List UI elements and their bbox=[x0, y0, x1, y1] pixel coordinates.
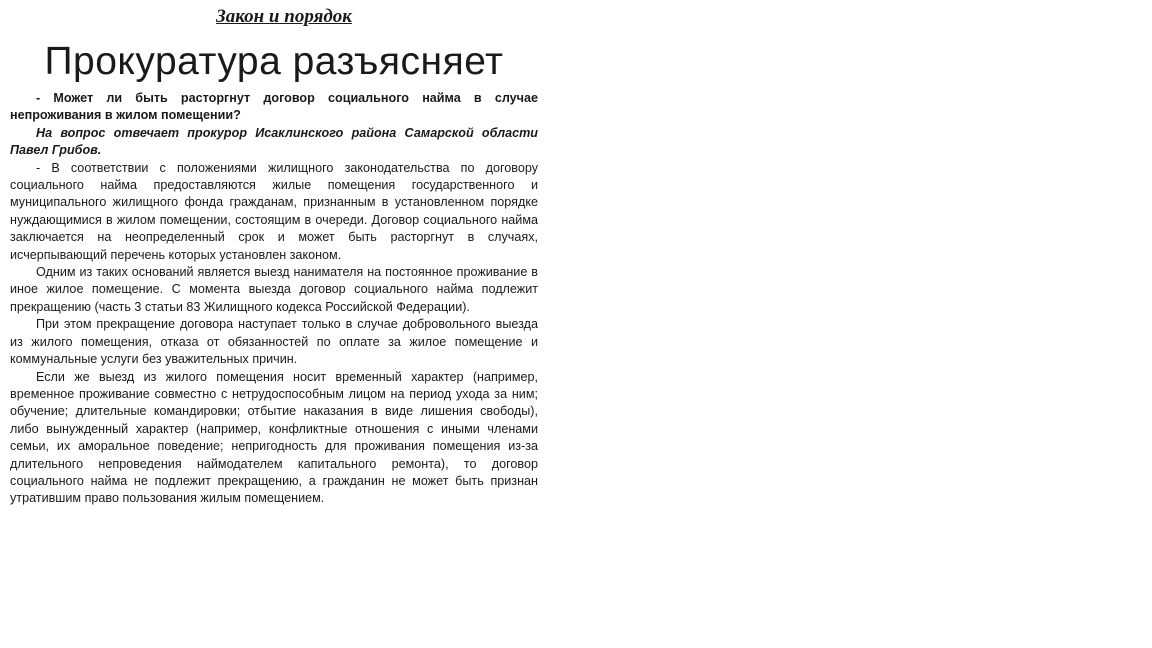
body-paragraph: Одним из таких оснований является выезд нанимателя на постоянное проживание в иное жилое помещение. С момента выезда договор социального найма подлежит прекращению (часть 3 статьи 83 Жилищного кодекса Российской Федерации). bbox=[10, 265, 538, 314]
section-rubric: Закон и порядок bbox=[216, 6, 352, 27]
body-paragraph: Если же выезд из жилого помещения носит временный характер (например, временное проживание совместно с нетрудоспособным лицом на период ухода за ним; обучение; длительные командировки; отбытие наказания в виде лишения свободы), либо вынужденный характер (например, конфликтные отношения с иными членами семьи, их аморальное поведение; непригодность для проживания помещения из-за длительного непроведения наймодателем капитального ремонта), то договор социального найма не подлежит прекращению, а гражданин не может быть признан утратившим право пользования жилым помещением. bbox=[10, 369, 538, 506]
article bbox=[10, 4, 538, 508]
article-headline: Прокуратура разъясняет bbox=[44, 40, 504, 83]
article-body bbox=[10, 90, 538, 508]
answer-intro-paragraph: На вопрос отвечает прокурор Исаклинского района Самарской области Павел Грибов. bbox=[10, 125, 538, 158]
body-paragraph: При этом прекращение договора наступает только в случае добровольного выезда из жилого помещения, отказа от обязанностей по оплате за жилое помещение и коммунальные услуги без уважительных причин. bbox=[10, 317, 538, 367]
question-paragraph: - Может ли быть расторгнут договор социального найма в случае непроживания в жилом помещении? bbox=[10, 91, 538, 123]
body-paragraph: - В соответствии с положениями жилищного законодательства по договору социального найма предоставляются жилые помещения государственного и муниципального жилищного фонда гражданам, признанным в установленном порядке нуждающимися в жилом помещении, состоящим в очереди. Договор социального найма заключается на неопределенный срок и может быть расторгнут в случаях, исчерпывающий перечень которых установлен законом. bbox=[10, 160, 538, 262]
